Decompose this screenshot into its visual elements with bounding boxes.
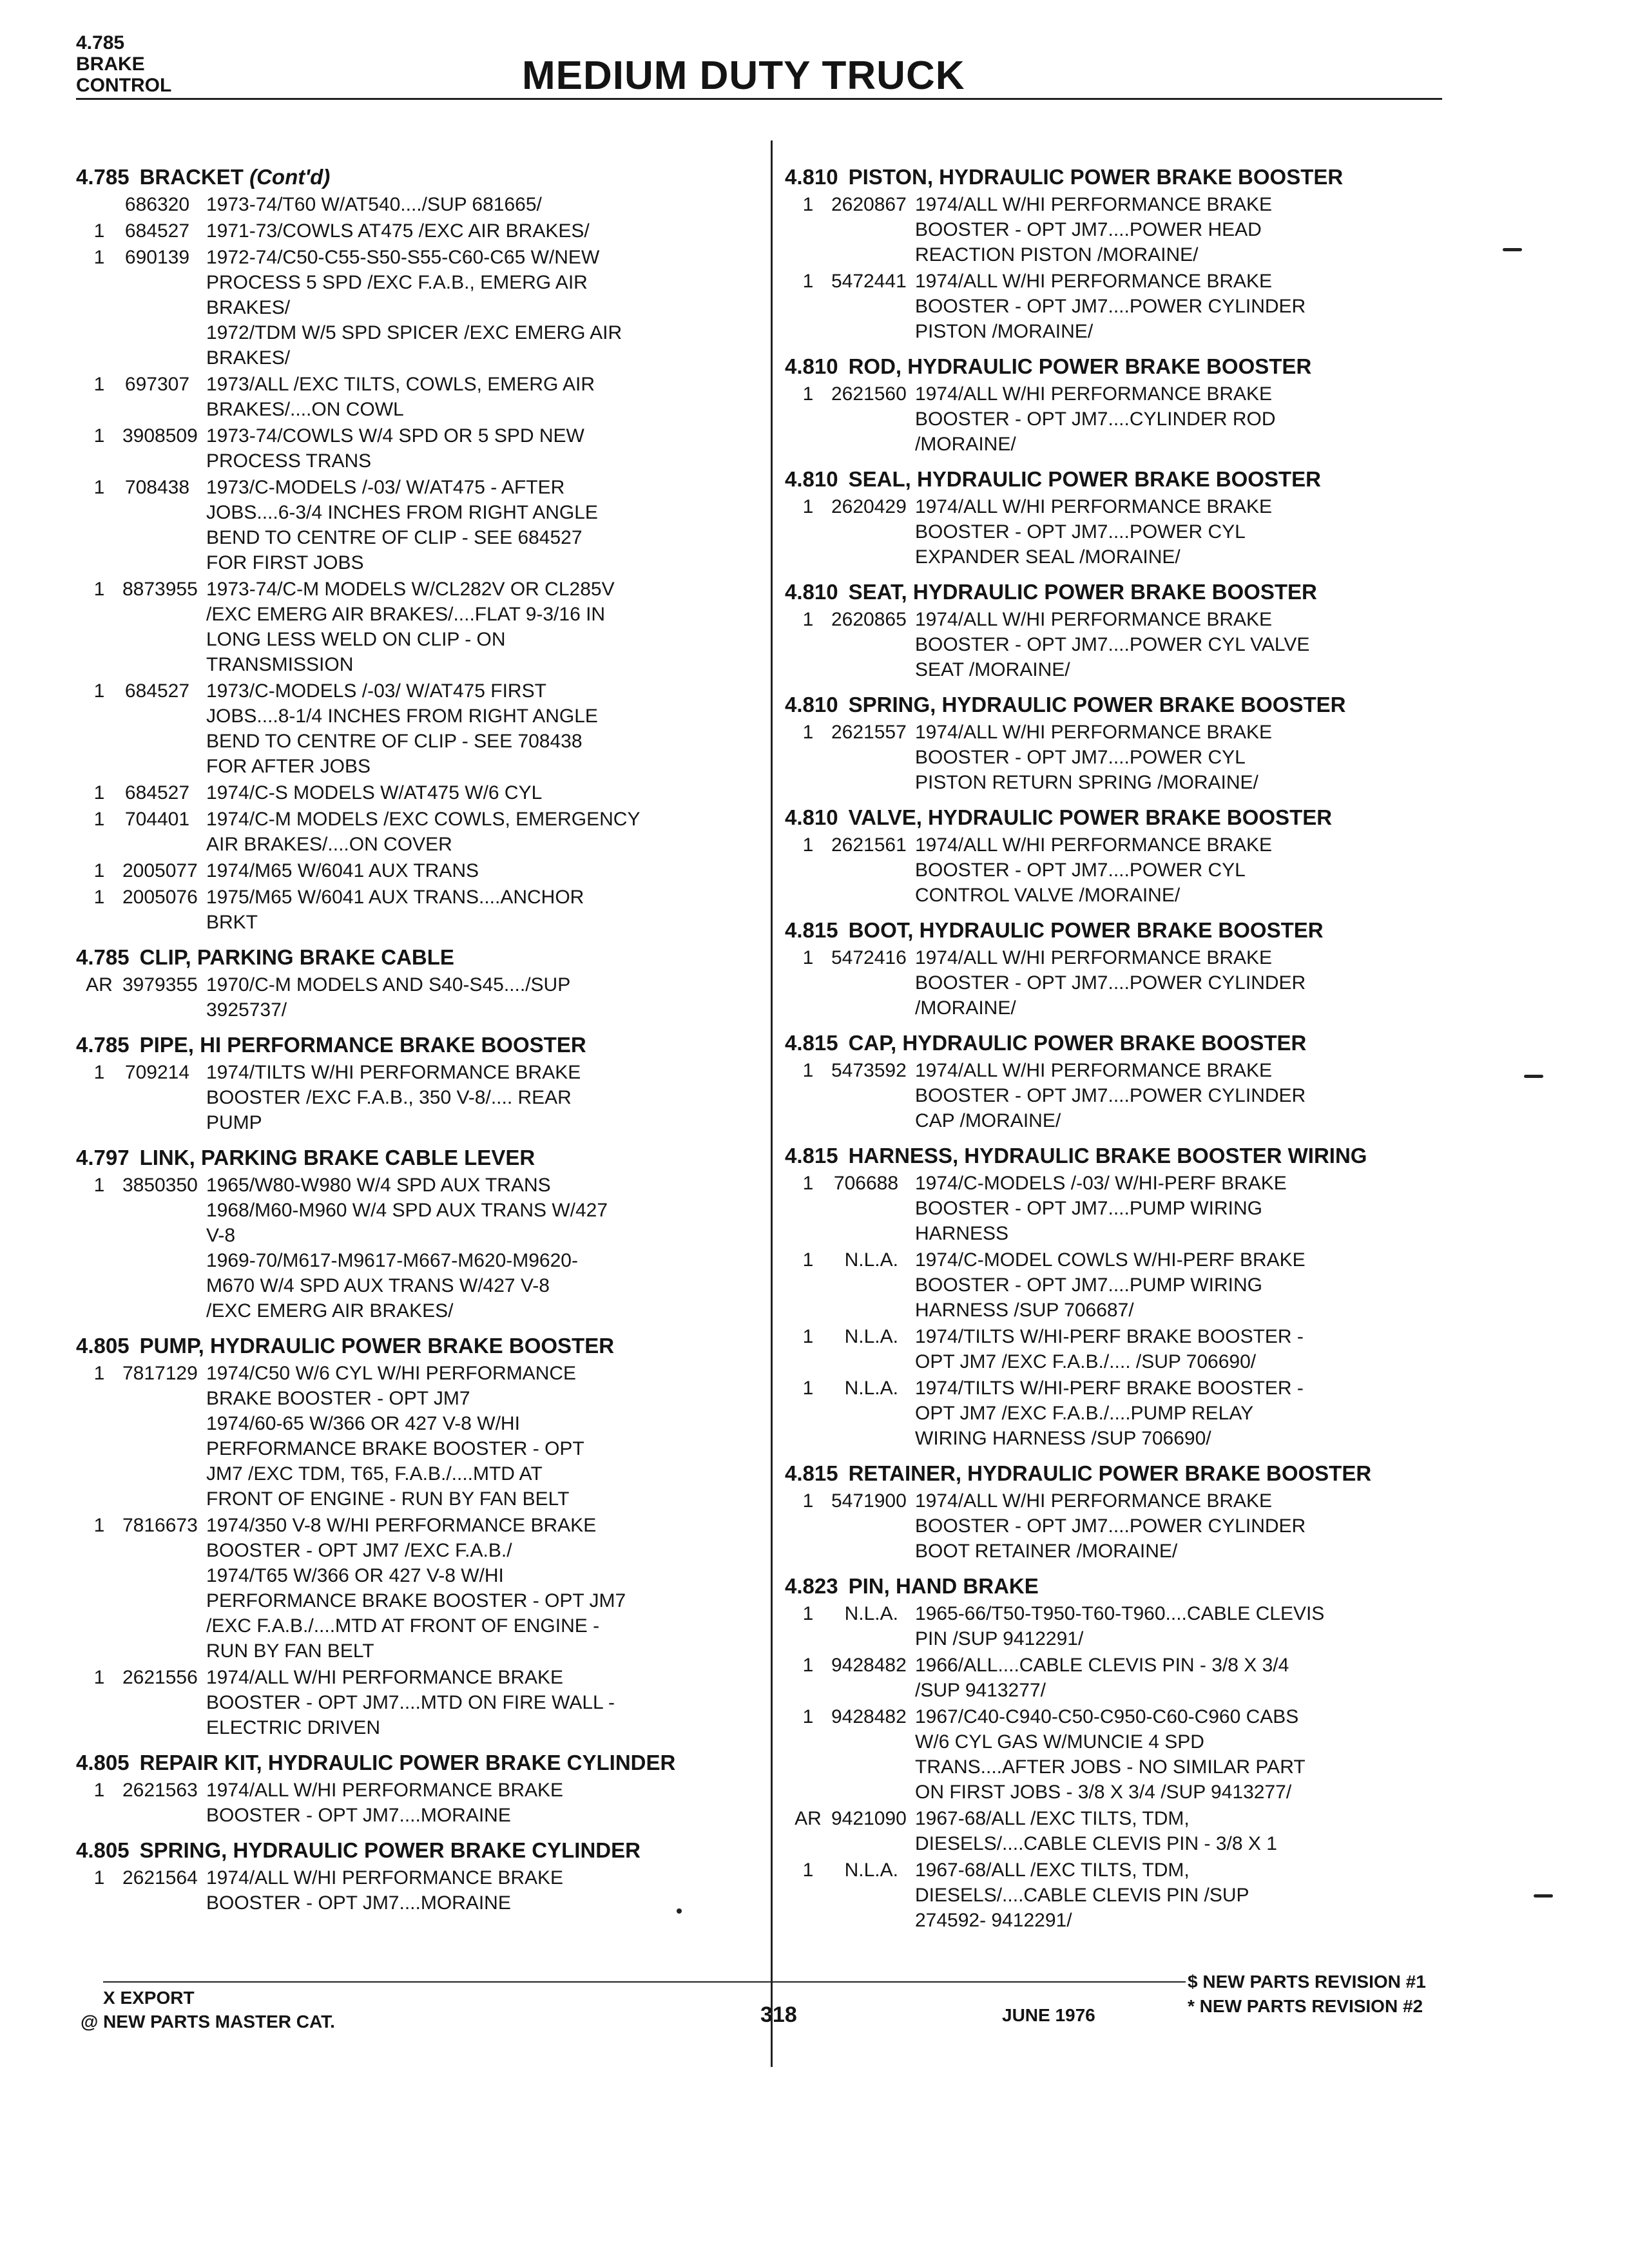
part-row — [76, 972, 759, 1023]
part-number: N.L.A. — [844, 1326, 898, 1347]
header-section-code: 4.785 — [76, 32, 125, 53]
part-description: 1974/TILTS W/HI-PERF BRAKE BOOSTER - OPT JM7 /EXC F.A.B./.... /SUP 706690/ — [915, 1326, 1304, 1372]
section-number: 4.797 — [76, 1146, 130, 1169]
part-row — [76, 1665, 759, 1740]
section-title: PUMP, HYDRAULIC POWER BRAKE BOOSTER — [139, 1334, 615, 1358]
section-number: 4.785 — [76, 165, 130, 189]
part-description: 1974/C-S MODELS W/AT475 W/6 CYL — [206, 782, 543, 803]
parts-section — [785, 804, 1455, 908]
part-number: N.L.A. — [844, 1378, 898, 1399]
section-title: BOOT, HYDRAULIC POWER BRAKE BOOSTER — [848, 918, 1324, 942]
section-title: PIPE, HI PERFORMANCE BRAKE BOOSTER — [139, 1033, 586, 1057]
section-title: SEAL, HYDRAULIC POWER BRAKE BOOSTER — [848, 467, 1321, 491]
part-description: 1973/ALL /EXC TILTS, COWLS, EMERG AIR BRAKES/....ON COWL — [206, 374, 595, 420]
part-number: 684527 — [124, 220, 189, 242]
section-heading — [785, 1030, 1455, 1057]
part-row — [785, 720, 1455, 795]
part-quantity: 1 — [93, 887, 105, 908]
part-quantity: 1 — [93, 680, 105, 702]
part-row — [785, 832, 1455, 908]
part-row — [785, 381, 1455, 457]
part-description: 1974/ALL W/HI PERFORMANCE BRAKE BOOSTER - OPT JM7....MORAINE — [206, 1867, 564, 1914]
part-row — [76, 475, 759, 575]
part-description: 1974/ALL W/HI PERFORMANCE BRAKE BOOSTER - OPT JM7....POWER HEAD REACTION PISTON /MORAINE/ — [915, 194, 1273, 265]
part-quantity: 1 — [802, 609, 814, 630]
section-title: SPRING, HYDRAULIC POWER BRAKE CYLINDER — [139, 1838, 641, 1862]
section-number: 4.805 — [76, 1838, 130, 1862]
part-quantity: 1 — [802, 1603, 814, 1624]
parts-section — [76, 1749, 759, 1828]
part-row — [785, 1858, 1455, 1933]
part-number: 2621561 — [831, 834, 907, 856]
part-row — [785, 494, 1455, 570]
parts-section — [785, 353, 1455, 457]
part-quantity: 1 — [802, 947, 814, 968]
part-row — [785, 1247, 1455, 1323]
part-row — [76, 1778, 759, 1828]
section-number: 4.823 — [785, 1574, 838, 1598]
part-row — [785, 1601, 1455, 1651]
part-quantity: 1 — [93, 220, 105, 242]
section-number: 4.815 — [785, 1031, 838, 1055]
footer-revision-1: $ NEW PARTS REVISION #1 — [1188, 1972, 1426, 1992]
section-heading — [785, 1142, 1455, 1169]
part-row — [76, 218, 759, 244]
part-quantity: 1 — [93, 1175, 105, 1196]
part-number: 2620429 — [831, 496, 907, 517]
section-number: 4.810 — [785, 165, 838, 189]
margin-mark — [1503, 248, 1522, 251]
part-row — [785, 1806, 1455, 1856]
part-description: 1974/C-M MODELS /EXC COWLS, EMERGENCY AIR BRAKES/....ON COVER — [206, 809, 641, 855]
part-number: 2621560 — [831, 383, 907, 405]
parts-section — [785, 1573, 1455, 1933]
parts-section — [785, 1460, 1455, 1564]
part-quantity: 1 — [802, 722, 814, 743]
part-quantity: 1 — [93, 1363, 105, 1384]
section-title: PIN, HAND BRAKE — [848, 1574, 1039, 1598]
part-number: 5472416 — [831, 947, 907, 968]
part-quantity: 1 — [802, 194, 814, 215]
part-description: 1974/M65 W/6041 AUX TRANS — [206, 860, 479, 881]
part-quantity: 1 — [93, 374, 105, 395]
parts-section — [76, 944, 759, 1023]
part-row — [76, 1513, 759, 1664]
part-quantity: AR — [795, 1808, 822, 1829]
part-description: 1973/C-MODELS /-03/ W/AT475 FIRST JOBS....8-1/4 INCHES FROM RIGHT ANGLE BEND TO CENTRE OF CLIP - SEE 708438 FOR AFTER JOBS — [206, 680, 598, 777]
part-quantity: 1 — [93, 579, 105, 600]
section-title: LINK, PARKING BRAKE CABLE LEVER — [139, 1146, 535, 1169]
part-quantity: 1 — [93, 477, 105, 498]
parts-section — [76, 1332, 759, 1740]
section-number: 4.810 — [785, 693, 838, 716]
part-number: 9428482 — [831, 1655, 907, 1676]
section-title: VALVE, HYDRAULIC POWER BRAKE BOOSTER — [848, 805, 1333, 829]
part-number: 690139 — [124, 247, 189, 268]
section-title: SEAT, HYDRAULIC POWER BRAKE BOOSTER — [848, 580, 1317, 604]
part-description: 1974/C-MODEL COWLS W/HI-PERF BRAKE BOOSTER - OPT JM7....PUMP WIRING HARNESS /SUP 706687/ — [915, 1249, 1306, 1321]
part-row — [785, 1376, 1455, 1451]
footer-divider-right — [773, 1981, 1186, 1983]
section-number: 4.810 — [785, 580, 838, 604]
part-quantity: 1 — [802, 271, 814, 292]
section-heading — [76, 1749, 759, 1776]
section-number: 4.815 — [785, 1144, 838, 1168]
part-row — [76, 1361, 759, 1512]
part-quantity: 1 — [802, 496, 814, 517]
part-number: N.L.A. — [844, 1603, 898, 1624]
part-quantity: 1 — [802, 1490, 814, 1512]
part-number: 3908509 — [122, 425, 198, 447]
part-number: 2620867 — [831, 194, 907, 215]
part-number: 3850350 — [122, 1175, 198, 1196]
part-number: 5473592 — [831, 1060, 907, 1081]
part-description: 1967/C40-C940-C50-C950-C60-C960 CABS W/6 CYL GAS W/MUNCIE 4 SPD TRANS....AFTER JOBS - NO SIMILAR PART ON FIRST JOBS - 3/8 X 3/4 /SUP 9413277/ — [915, 1706, 1306, 1803]
footer-revision-2: * NEW PARTS REVISION #2 — [1188, 1996, 1423, 2016]
part-quantity: 1 — [802, 1706, 814, 1727]
section-heading — [76, 1837, 759, 1864]
page-number: 318 — [760, 2003, 797, 2027]
section-heading — [76, 1144, 759, 1171]
margin-mark — [1524, 1075, 1543, 1078]
part-row — [785, 945, 1455, 1021]
part-description: 1973-74/C-M MODELS W/CL282V OR CL285V /EXC EMERG AIR BRAKES/....FLAT 9-3/16 IN LONG LESS WELD ON CLIP - ON TRANSMISSION — [206, 579, 615, 675]
part-row — [76, 885, 759, 935]
parts-section — [785, 1030, 1455, 1133]
section-number: 4.810 — [785, 467, 838, 491]
part-quantity: 1 — [93, 247, 105, 268]
part-number: 2005076 — [122, 887, 198, 908]
header-section-block — [76, 32, 171, 96]
part-row — [76, 577, 759, 677]
section-number: 4.815 — [785, 1461, 838, 1485]
part-row — [76, 245, 759, 370]
part-description: 1974/ALL W/HI PERFORMANCE BRAKE BOOSTER - OPT JM7....POWER CYLINDER BOOT RETAINER /MORAINE/ — [915, 1490, 1306, 1562]
part-number: 7817129 — [122, 1363, 198, 1384]
parts-section — [76, 1837, 759, 1916]
header-line-brake: BRAKE — [76, 53, 145, 75]
section-number: 4.785 — [76, 945, 130, 969]
part-row — [785, 1171, 1455, 1246]
footer-date: JUNE 1976 — [1002, 2005, 1095, 2025]
section-heading — [785, 579, 1455, 606]
part-row — [785, 1488, 1455, 1564]
part-description: 1967-68/ALL /EXC TILTS, TDM, DIESELS/....CABLE CLEVIS PIN - 3/8 X 1 — [915, 1808, 1277, 1854]
section-heading — [785, 466, 1455, 493]
section-continued: (Cont'd) — [249, 165, 331, 189]
part-number: 2620865 — [831, 609, 907, 630]
part-row — [76, 372, 759, 422]
margin-mark — [1534, 1894, 1553, 1898]
part-quantity: 1 — [802, 1378, 814, 1399]
section-heading — [76, 1332, 759, 1360]
part-number: 9428482 — [831, 1706, 907, 1727]
part-number: 2005077 — [122, 860, 198, 881]
section-heading — [76, 1032, 759, 1059]
part-row — [785, 1704, 1455, 1805]
part-quantity: 1 — [93, 425, 105, 447]
section-title: SPRING, HYDRAULIC POWER BRAKE BOOSTER — [848, 693, 1346, 716]
parts-section — [76, 1032, 759, 1135]
part-number: 708438 — [124, 477, 189, 498]
part-description: 1974/ALL W/HI PERFORMANCE BRAKE BOOSTER - OPT JM7....POWER CYL VALVE SEAT /MORAINE/ — [915, 609, 1310, 680]
section-number: 4.810 — [785, 354, 838, 378]
part-number: 3979355 — [122, 974, 198, 995]
part-quantity: 1 — [802, 1326, 814, 1347]
section-heading — [785, 691, 1455, 718]
part-number: 8873955 — [122, 579, 198, 600]
part-row — [785, 607, 1455, 682]
part-description: 1974/TILTS W/HI PERFORMANCE BRAKE BOOSTER /EXC F.A.B., 350 V-8/.... REAR PUMP — [206, 1062, 581, 1133]
part-row — [76, 678, 759, 779]
part-description: 1972-74/C50-C55-S50-S55-C60-C65 W/NEW PROCESS 5 SPD /EXC F.A.B., EMERG AIR BRAKES/ 1972/TDM W/5 SPD SPICER /EXC EMERG AIR BRAKES/ — [206, 247, 622, 369]
part-number: 9421090 — [831, 1808, 907, 1829]
part-row — [785, 1058, 1455, 1133]
part-quantity: 1 — [802, 1173, 814, 1194]
part-description: 1973/C-MODELS /-03/ W/AT475 - AFTER JOBS....6-3/4 INCHES FROM RIGHT ANGLE BEND TO CENTRE OF CLIP - SEE 684527 FOR FIRST JOBS — [206, 477, 598, 573]
parts-section — [785, 579, 1455, 682]
section-number: 4.815 — [785, 918, 838, 942]
part-quantity: 1 — [802, 1060, 814, 1081]
part-number: 706688 — [833, 1173, 898, 1194]
part-number: 2621557 — [831, 722, 907, 743]
part-number: 2621564 — [122, 1867, 198, 1888]
footer-export-note: X EXPORT — [103, 1988, 195, 2008]
section-title: HARNESS, HYDRAULIC BRAKE BOOSTER WIRING — [848, 1144, 1367, 1168]
part-number: 2621563 — [122, 1780, 198, 1801]
part-row — [785, 192, 1455, 267]
part-description: 1974/350 V-8 W/HI PERFORMANCE BRAKE BOOSTER - OPT JM7 /EXC F.A.B./ 1974/T65 W/366 OR 427 V-8 W/HI PERFORMANCE BRAKE BOOSTER - OPT JM7 /EXC F.A.B./....MTD AT FRONT OF ENGINE - RUN BY FAN BELT — [206, 1515, 626, 1662]
section-title: BRACKET — [139, 165, 244, 189]
section-heading — [785, 164, 1455, 191]
part-row — [76, 807, 759, 857]
part-number: N.L.A. — [844, 1249, 898, 1271]
part-description: 1974/ALL W/HI PERFORMANCE BRAKE BOOSTER - OPT JM7....POWER CYL PISTON RETURN SPRING /MORAINE/ — [915, 722, 1273, 793]
parts-section — [785, 1142, 1455, 1451]
section-heading — [76, 164, 759, 191]
section-heading — [785, 917, 1455, 944]
part-number: 5471900 — [831, 1490, 907, 1512]
part-description: 1965-66/T50-T950-T60-T960....CABLE CLEVIS PIN /SUP 9412291/ — [915, 1603, 1325, 1649]
part-quantity: 1 — [802, 1655, 814, 1676]
parts-section — [785, 691, 1455, 795]
part-description: 1973-74/COWLS W/4 SPD OR 5 SPD NEW PROCESS TRANS — [206, 425, 584, 472]
section-number: 4.805 — [76, 1334, 130, 1358]
part-number: 686320 — [124, 194, 189, 215]
part-row — [785, 1653, 1455, 1703]
part-row — [76, 1865, 759, 1916]
footer-master-note: @ NEW PARTS MASTER CAT. — [81, 2012, 335, 2032]
part-number: 709214 — [124, 1062, 189, 1083]
part-quantity: 1 — [93, 1780, 105, 1801]
section-heading — [785, 804, 1455, 831]
parts-section — [76, 164, 759, 935]
part-row — [76, 858, 759, 883]
section-number: 4.785 — [76, 1033, 130, 1057]
part-description: 1974/C50 W/6 CYL W/HI PERFORMANCE BRAKE BOOSTER - OPT JM7 1974/60-65 W/366 OR 427 V-8 W/HI PERFORMANCE BRAKE BOOSTER - OPT JM7 /EXC TDM, T65, F.A.B./....MTD AT FRONT OF ENGINE - RUN BY FAN BELT — [206, 1363, 584, 1510]
part-row — [76, 780, 759, 805]
header-divider — [76, 98, 1442, 100]
part-quantity: 1 — [93, 860, 105, 881]
part-number: 697307 — [124, 374, 189, 395]
part-description: 1974/ALL W/HI PERFORMANCE BRAKE BOOSTER - OPT JM7....CYLINDER ROD /MORAINE/ — [915, 383, 1276, 455]
part-quantity: 1 — [93, 1515, 105, 1536]
part-number: 704401 — [124, 809, 189, 830]
part-quantity: 1 — [802, 383, 814, 405]
parts-section — [785, 466, 1455, 570]
part-row — [785, 1324, 1455, 1374]
part-number: 684527 — [124, 782, 189, 803]
part-description: 1965/W80-W980 W/4 SPD AUX TRANS 1968/M60-M960 W/4 SPD AUX TRANS W/427 V-8 1969-70/M617-M9617-M667-M620-M9620- M670 W/4 SPD AUX TRANS W/427 V-8 /EXC EMERG AIR BRAKES/ — [206, 1175, 608, 1321]
left-column — [76, 155, 759, 1919]
header-line-control: CONTROL — [76, 75, 172, 96]
part-row — [785, 269, 1455, 344]
section-heading — [785, 1573, 1455, 1600]
part-description: 1970/C-M MODELS AND S40-S45..../SUP 3925737/ — [206, 974, 571, 1021]
section-title: ROD, HYDRAULIC POWER BRAKE BOOSTER — [848, 354, 1312, 378]
part-quantity: 1 — [93, 1062, 105, 1083]
section-title: REPAIR KIT, HYDRAULIC POWER BRAKE CYLINDER — [139, 1751, 676, 1774]
part-description: 1966/ALL....CABLE CLEVIS PIN - 3/8 X 3/4 /SUP 9413277/ — [915, 1655, 1289, 1701]
section-title: RETAINER, HYDRAULIC POWER BRAKE BOOSTER — [848, 1461, 1372, 1485]
part-quantity: 1 — [93, 1667, 105, 1688]
part-row — [76, 1173, 759, 1323]
page-title: MEDIUM DUTY TRUCK — [522, 53, 965, 98]
part-description: 1974/ALL W/HI PERFORMANCE BRAKE BOOSTER - OPT JM7....POWER CYLINDER /MORAINE/ — [915, 947, 1306, 1019]
column-divider — [771, 140, 773, 2067]
stray-dot — [677, 1908, 682, 1914]
part-row — [76, 192, 759, 217]
part-quantity: 1 — [802, 1249, 814, 1271]
section-title: CLIP, PARKING BRAKE CABLE — [139, 945, 454, 969]
part-description: 1974/C-MODELS /-03/ W/HI-PERF BRAKE BOOSTER - OPT JM7....PUMP WIRING HARNESS — [915, 1173, 1287, 1244]
section-number: 4.805 — [76, 1751, 130, 1774]
parts-section — [76, 1144, 759, 1323]
parts-section — [785, 917, 1455, 1021]
section-heading — [76, 944, 759, 971]
part-description: 1975/M65 W/6041 AUX TRANS....ANCHOR BRKT — [206, 887, 584, 933]
section-title: PISTON, HYDRAULIC POWER BRAKE BOOSTER — [848, 165, 1344, 189]
part-description: 1974/ALL W/HI PERFORMANCE BRAKE BOOSTER - OPT JM7....POWER CYL CONTROL VALVE /MORAINE/ — [915, 834, 1273, 906]
section-title: CAP, HYDRAULIC POWER BRAKE BOOSTER — [848, 1031, 1307, 1055]
part-description: 1974/ALL W/HI PERFORMANCE BRAKE BOOSTER - OPT JM7....POWER CYL EXPANDER SEAL /MORAINE/ — [915, 496, 1273, 568]
part-number: N.L.A. — [844, 1860, 898, 1881]
part-row — [76, 1060, 759, 1135]
part-description: 1974/ALL W/HI PERFORMANCE BRAKE BOOSTER - OPT JM7....POWER CYLINDER CAP /MORAINE/ — [915, 1060, 1306, 1131]
footer-divider-left — [103, 1981, 773, 1983]
part-description: 1974/ALL W/HI PERFORMANCE BRAKE BOOSTER - OPT JM7....MTD ON FIRE WALL - ELECTRIC DRIVEN — [206, 1667, 615, 1738]
part-quantity: AR — [86, 974, 113, 995]
section-heading — [785, 353, 1455, 380]
part-description: 1974/ALL W/HI PERFORMANCE BRAKE BOOSTER - OPT JM7....POWER CYLINDER PISTON /MORAINE/ — [915, 271, 1306, 342]
part-quantity: 1 — [93, 809, 105, 830]
section-heading — [785, 1460, 1455, 1487]
part-number: 7816673 — [122, 1515, 198, 1536]
part-quantity: 1 — [93, 1867, 105, 1888]
part-number: 2621556 — [122, 1667, 198, 1688]
part-description: 1973-74/T60 W/AT540..../SUP 681665/ — [206, 194, 542, 215]
part-quantity: 1 — [802, 1860, 814, 1881]
parts-section — [785, 164, 1455, 344]
part-description: 1967-68/ALL /EXC TILTS, TDM, DIESELS/....CABLE CLEVIS PIN /SUP 274592- 9412291/ — [915, 1860, 1249, 1931]
part-description: 1974/ALL W/HI PERFORMANCE BRAKE BOOSTER - OPT JM7....MORAINE — [206, 1780, 564, 1826]
part-row — [76, 423, 759, 474]
section-number: 4.810 — [785, 805, 838, 829]
part-quantity: 1 — [802, 834, 814, 856]
right-column — [785, 155, 1455, 1937]
part-description: 1971-73/COWLS AT475 /EXC AIR BRAKES/ — [206, 220, 590, 242]
part-quantity — [76, 192, 122, 217]
part-number: 5472441 — [831, 271, 907, 292]
part-description: 1974/TILTS W/HI-PERF BRAKE BOOSTER - OPT JM7 /EXC F.A.B./....PUMP RELAY WIRING HARNESS /SUP 706690/ — [915, 1378, 1304, 1449]
part-number: 684527 — [124, 680, 189, 702]
part-quantity: 1 — [93, 782, 105, 803]
